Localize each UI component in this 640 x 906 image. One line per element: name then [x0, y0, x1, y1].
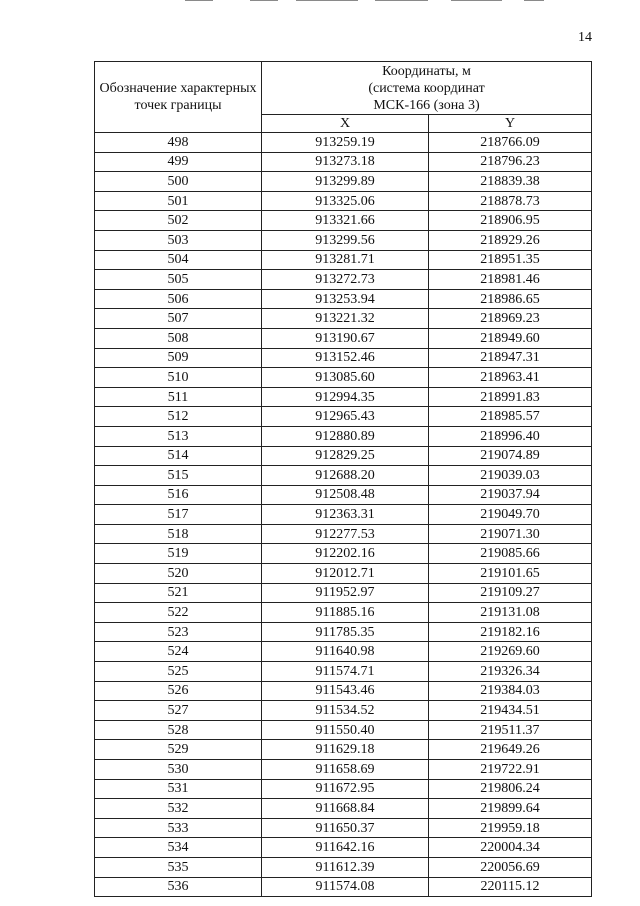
table-row — [95, 701, 592, 721]
point-cell: 522 — [95, 603, 262, 623]
x-cell: 911658.69 — [262, 760, 429, 780]
x-cell: 911543.46 — [262, 681, 429, 701]
point-cell: 535 — [95, 857, 262, 877]
point-cell: 531 — [95, 779, 262, 799]
point-cell: 519 — [95, 544, 262, 564]
y-cell: 219384.03 — [429, 681, 592, 701]
y-cell: 219434.51 — [429, 701, 592, 721]
x-cell: 911534.52 — [262, 701, 429, 721]
top-rule-3 — [296, 0, 358, 1]
top-rule-6 — [524, 0, 544, 1]
x-cell: 913325.06 — [262, 191, 429, 211]
x-cell: 913299.56 — [262, 230, 429, 250]
y-cell: 220115.12 — [429, 877, 592, 897]
x-cell: 911885.16 — [262, 603, 429, 623]
x-cell: 913253.94 — [262, 289, 429, 309]
x-cell: 911650.37 — [262, 818, 429, 838]
point-cell: 518 — [95, 524, 262, 544]
y-cell: 219959.18 — [429, 818, 592, 838]
table-row — [95, 485, 592, 505]
x-cell: 911640.98 — [262, 642, 429, 662]
table-row — [95, 622, 592, 642]
table-row — [95, 250, 592, 270]
x-cell: 912508.48 — [262, 485, 429, 505]
header-coordinates — [262, 62, 592, 115]
x-cell: 912012.71 — [262, 564, 429, 584]
x-cell: 913221.32 — [262, 309, 429, 329]
y-cell: 219101.65 — [429, 564, 592, 584]
y-cell: 219326.34 — [429, 662, 592, 682]
x-cell: 913259.19 — [262, 133, 429, 153]
point-cell: 526 — [95, 681, 262, 701]
table-row — [95, 564, 592, 584]
table-body — [95, 133, 592, 897]
point-cell: 520 — [95, 564, 262, 584]
header-coordinates-line3: МСК-166 (зона 3) — [373, 97, 480, 113]
table-row — [95, 818, 592, 838]
table-row — [95, 348, 592, 368]
point-cell: 524 — [95, 642, 262, 662]
page-number: 14 — [578, 30, 592, 45]
y-cell: 218766.09 — [429, 133, 592, 153]
point-cell: 503 — [95, 230, 262, 250]
table-row — [95, 524, 592, 544]
table-row — [95, 172, 592, 192]
point-cell: 510 — [95, 368, 262, 388]
point-cell: 500 — [95, 172, 262, 192]
y-cell: 219037.94 — [429, 485, 592, 505]
header-coordinates-line1: Координаты, м — [382, 63, 471, 79]
y-cell: 220056.69 — [429, 857, 592, 877]
y-cell: 218985.57 — [429, 407, 592, 427]
y-cell: 218906.95 — [429, 211, 592, 231]
point-cell: 512 — [95, 407, 262, 427]
table-row — [95, 211, 592, 231]
table-row — [95, 270, 592, 290]
x-cell: 911642.16 — [262, 838, 429, 858]
table-row — [95, 191, 592, 211]
y-cell: 218991.83 — [429, 387, 592, 407]
x-cell: 911574.08 — [262, 877, 429, 897]
table-row — [95, 368, 592, 388]
x-cell: 912202.16 — [262, 544, 429, 564]
table-row — [95, 289, 592, 309]
point-cell: 515 — [95, 466, 262, 486]
x-cell: 911785.35 — [262, 622, 429, 642]
point-cell: 528 — [95, 720, 262, 740]
table-row — [95, 603, 592, 623]
point-cell: 513 — [95, 426, 262, 446]
point-cell: 533 — [95, 818, 262, 838]
point-cell: 525 — [95, 662, 262, 682]
y-cell: 218929.26 — [429, 230, 592, 250]
point-cell: 517 — [95, 505, 262, 525]
y-cell: 218839.38 — [429, 172, 592, 192]
y-cell: 219806.24 — [429, 779, 592, 799]
table-row — [95, 583, 592, 603]
table-row — [95, 760, 592, 780]
point-cell: 534 — [95, 838, 262, 858]
y-cell: 219039.03 — [429, 466, 592, 486]
point-cell: 521 — [95, 583, 262, 603]
x-cell: 913190.67 — [262, 328, 429, 348]
table-row — [95, 681, 592, 701]
x-cell: 912880.89 — [262, 426, 429, 446]
x-cell: 913299.89 — [262, 172, 429, 192]
header-x: X — [262, 115, 429, 133]
x-cell: 913272.73 — [262, 270, 429, 290]
x-cell: 913281.71 — [262, 250, 429, 270]
point-cell: 509 — [95, 348, 262, 368]
x-cell: 913321.66 — [262, 211, 429, 231]
y-cell: 218996.40 — [429, 426, 592, 446]
table-row — [95, 328, 592, 348]
point-cell: 514 — [95, 446, 262, 466]
x-cell: 913152.46 — [262, 348, 429, 368]
point-cell: 527 — [95, 701, 262, 721]
y-cell: 219269.60 — [429, 642, 592, 662]
point-cell: 504 — [95, 250, 262, 270]
x-cell: 911550.40 — [262, 720, 429, 740]
table-row — [95, 466, 592, 486]
x-cell: 912688.20 — [262, 466, 429, 486]
table-row — [95, 642, 592, 662]
point-cell: 529 — [95, 740, 262, 760]
point-cell: 498 — [95, 133, 262, 153]
y-cell: 218963.41 — [429, 368, 592, 388]
table-row — [95, 446, 592, 466]
y-cell: 218947.31 — [429, 348, 592, 368]
y-cell: 219131.08 — [429, 603, 592, 623]
table-row — [95, 544, 592, 564]
y-cell: 219649.26 — [429, 740, 592, 760]
table-row — [95, 505, 592, 525]
x-cell: 912829.25 — [262, 446, 429, 466]
y-cell: 218981.46 — [429, 270, 592, 290]
y-cell: 219182.16 — [429, 622, 592, 642]
table-row — [95, 799, 592, 819]
y-cell: 218796.23 — [429, 152, 592, 172]
y-cell: 218986.65 — [429, 289, 592, 309]
point-cell: 511 — [95, 387, 262, 407]
point-cell: 501 — [95, 191, 262, 211]
boundary-coordinates-table — [94, 61, 592, 897]
table-row — [95, 407, 592, 427]
y-cell: 219049.70 — [429, 505, 592, 525]
point-cell: 516 — [95, 485, 262, 505]
point-cell: 508 — [95, 328, 262, 348]
y-cell: 219074.89 — [429, 446, 592, 466]
top-rule-2 — [250, 0, 278, 1]
table-row — [95, 387, 592, 407]
header-y: Y — [429, 115, 592, 133]
table-row — [95, 230, 592, 250]
y-cell: 219899.64 — [429, 799, 592, 819]
top-rule-5 — [451, 0, 502, 1]
point-cell: 532 — [95, 799, 262, 819]
y-cell: 219511.37 — [429, 720, 592, 740]
x-cell: 913085.60 — [262, 368, 429, 388]
header-coordinates-line2: (система координат — [368, 80, 485, 96]
x-cell: 911574.71 — [262, 662, 429, 682]
y-cell: 218951.35 — [429, 250, 592, 270]
top-rule-1 — [185, 0, 213, 1]
point-cell: 523 — [95, 622, 262, 642]
y-cell: 219722.91 — [429, 760, 592, 780]
point-cell: 536 — [95, 877, 262, 897]
table-row — [95, 857, 592, 877]
x-cell: 911668.84 — [262, 799, 429, 819]
x-cell: 911672.95 — [262, 779, 429, 799]
point-cell: 499 — [95, 152, 262, 172]
point-cell: 507 — [95, 309, 262, 329]
x-cell: 911952.97 — [262, 583, 429, 603]
y-cell: 220004.34 — [429, 838, 592, 858]
top-rule-4 — [375, 0, 428, 1]
table-row — [95, 133, 592, 153]
point-cell: 530 — [95, 760, 262, 780]
table-row — [95, 426, 592, 446]
table-row — [95, 838, 592, 858]
x-cell: 912965.43 — [262, 407, 429, 427]
y-cell: 218969.23 — [429, 309, 592, 329]
x-cell: 911612.39 — [262, 857, 429, 877]
x-cell: 912994.35 — [262, 387, 429, 407]
table-row — [95, 877, 592, 897]
point-cell: 505 — [95, 270, 262, 290]
x-cell: 911629.18 — [262, 740, 429, 760]
table-row — [95, 720, 592, 740]
y-cell: 219085.66 — [429, 544, 592, 564]
header-point-label: Обозначение характерных точек границы — [95, 62, 262, 133]
table-row — [95, 309, 592, 329]
y-cell: 219109.27 — [429, 583, 592, 603]
y-cell: 219071.30 — [429, 524, 592, 544]
x-cell: 912277.53 — [262, 524, 429, 544]
x-cell: 913273.18 — [262, 152, 429, 172]
y-cell: 218949.60 — [429, 328, 592, 348]
table-row — [95, 662, 592, 682]
table-row — [95, 152, 592, 172]
x-cell: 912363.31 — [262, 505, 429, 525]
point-cell: 502 — [95, 211, 262, 231]
table-row — [95, 740, 592, 760]
table-row — [95, 779, 592, 799]
y-cell: 218878.73 — [429, 191, 592, 211]
point-cell: 506 — [95, 289, 262, 309]
